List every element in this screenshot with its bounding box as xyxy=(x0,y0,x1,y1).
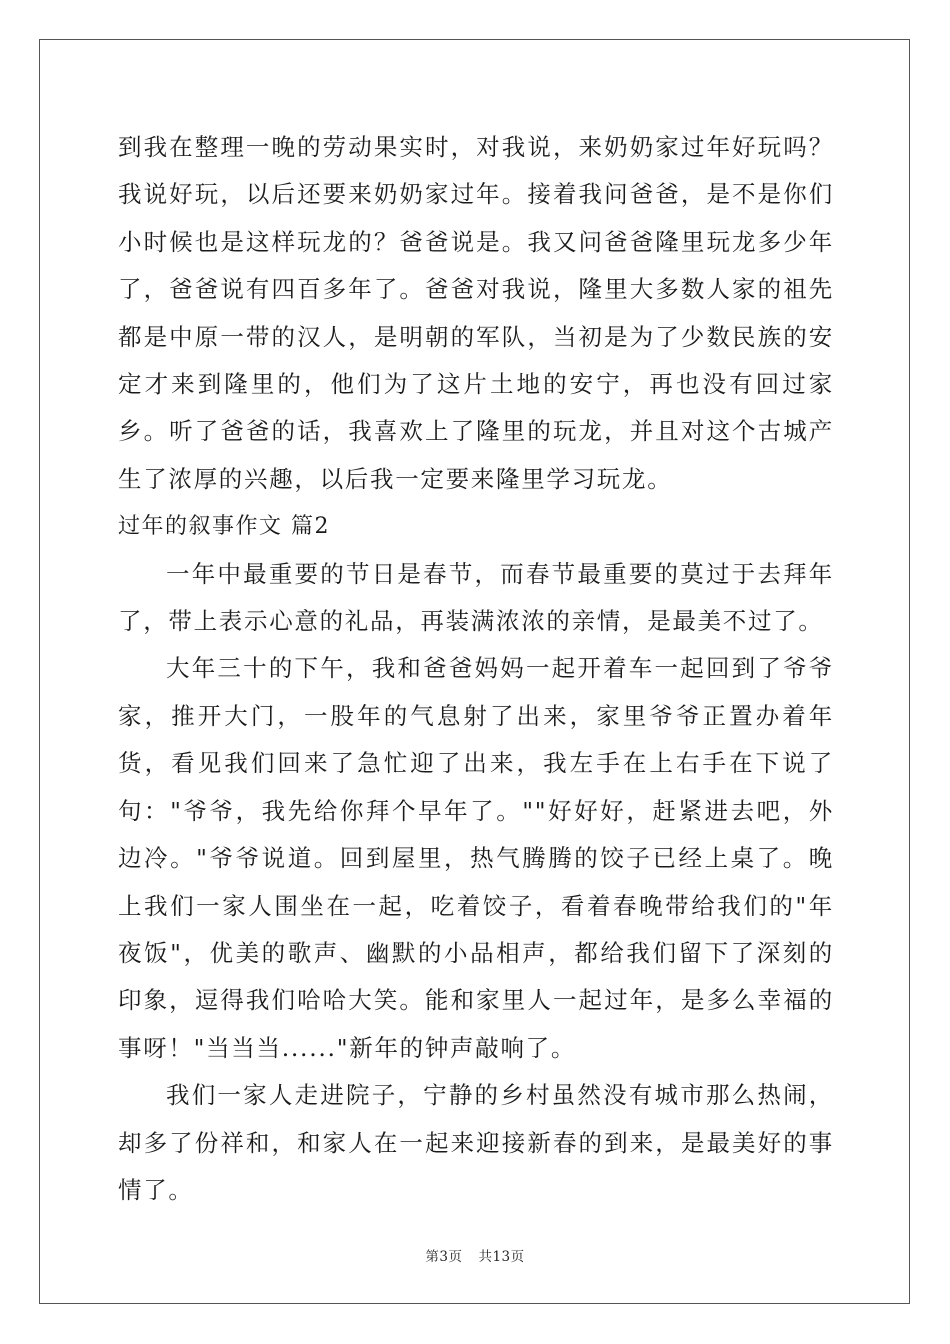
page-total: 共13页 xyxy=(478,1249,525,1265)
paragraph-continued: 到我在整理一晚的劳动果实时，对我说，来奶奶家过年好玩吗？我说好玩，以后还要来奶奶家过年。接着我问爸爸，是不是你们小时候也是这样玩龙的？爸爸说是。我又问爸爸隆里玩龙多少年了，爸爸说有四百多年了。爸爸对我说，隆里大多数人家的祖先都是中原一带的汉人，是明朝的军队，当初是为了少数民族的安定才来到隆里的，他们为了这片土地的安宁，再也没有回过家乡。听了爸爸的话，我喜欢上了隆里的玩龙，并且对这个古城产生了浓厚的兴趣，以后我一定要来隆里学习玩龙。 xyxy=(118,133,834,493)
page-number: 第3页 xyxy=(425,1249,463,1265)
page-footer xyxy=(0,1245,950,1265)
section-heading: 过年的叙事作文 篇2 xyxy=(118,514,330,540)
paragraph: 我们一家人走进院子，宁静的乡村虽然没有城市那么热闹，却多了份祥和，和家人在一起来迎接新春的到来，是最美好的事情了。 xyxy=(118,1081,834,1204)
paragraph: 大年三十的下午，我和爸爸妈妈一起开着车一起回到了爷爷家，推开大门，一股年的气息射了出来，家里爷爷正置办着年货，看见我们回来了急忙迎了出来，我左手在上右手在下说了句："爷爷，我先给你拜个早年了。""好好好，赶紧进去吧，外边冷。"爷爷说道。回到屋里，热气腾腾的饺子已经上桌了。晚上我们一家人围坐在一起，吃着饺子，看着春晚带给我们的"年夜饭"，优美的歌声、幽默的小品相声，都给我们留下了深刻的印象，逗得我们哈哈大笑。能和家里人一起过年，是多么幸福的事呀！"当当当......"新年的钟声敲响了。 xyxy=(118,654,834,1062)
paragraph: 一年中最重要的节日是春节，而春节最重要的莫过于去拜年了，带上表示心意的礼品，再装满浓浓的亲情，是最美不过了。 xyxy=(118,559,834,636)
document-body xyxy=(118,124,834,1214)
